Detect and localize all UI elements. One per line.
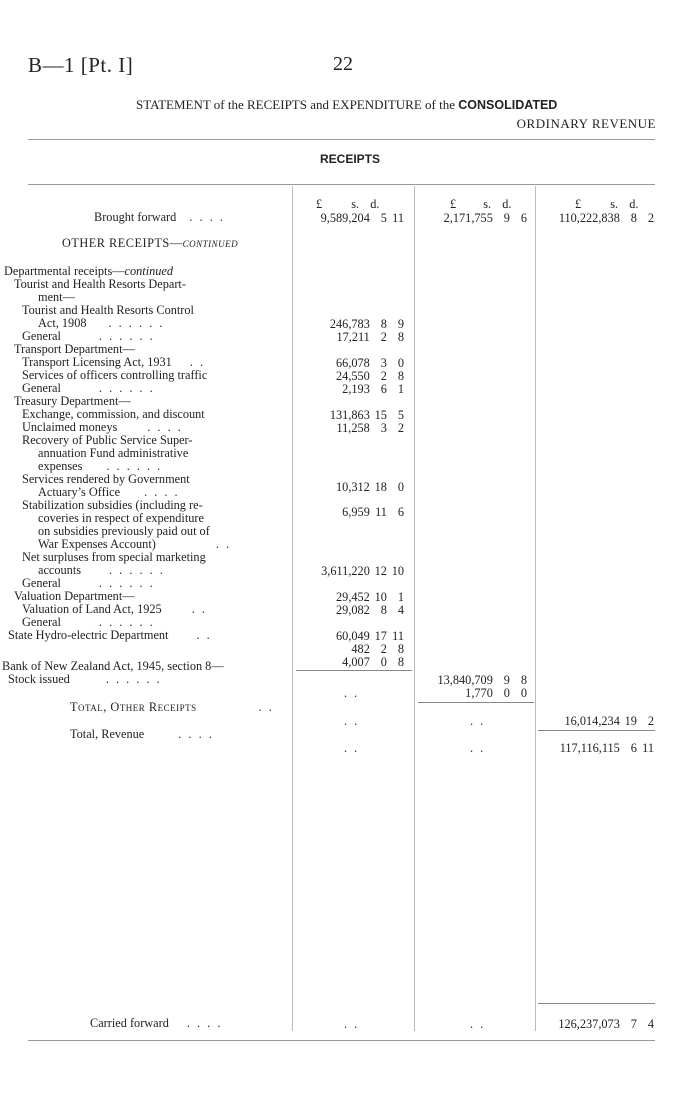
row-label-net-surpluses: Net surpluses from special marketing <box>22 550 206 564</box>
amount-col2: 2,171,755 9 6 <box>443 211 527 225</box>
row-label-hydro: State Hydro-electric Department . . <box>8 628 212 642</box>
row-label-stabilization: Stabilization subsidies (including re- <box>22 498 203 512</box>
row-label-departmental: Departmental receipts—continued <box>4 264 174 278</box>
row-label-stabilization-4: War Expenses Account) . . <box>38 537 232 551</box>
row-label-bank: Bank of New Zealand Act, 1945, section 8— <box>2 659 224 673</box>
row-label-unclaimed: Unclaimed moneys . . . . <box>22 420 183 434</box>
row-label-services-rendered: Services rendered by Government <box>22 472 190 486</box>
currency-header-col2 <box>450 197 511 212</box>
row-label-recovery: Recovery of Public Service Super- <box>22 433 193 447</box>
amount-col1: 17,211 2 8 <box>336 330 404 344</box>
amount-col1: 24,550 2 8 <box>336 369 404 383</box>
amount-col2: 13,840,709 9 8 <box>437 673 527 687</box>
pence-label: d. <box>502 197 512 211</box>
page-number: 22 <box>333 53 353 75</box>
top-rule <box>28 139 655 140</box>
amount-col1: 2,193 6 1 <box>342 382 404 396</box>
statement-title-bold: CONSOLIDATED <box>458 98 558 112</box>
empty-col1-dots: . . <box>344 1017 360 1031</box>
row-label-total-other: Total, Other Receipts . . <box>70 700 274 714</box>
row-label-general-4: General . . . . . . <box>22 615 155 629</box>
row-label-actuary: Actuary’s Office . . . . <box>38 485 180 499</box>
amount-col1: 3,611,220 12 10 <box>321 564 404 578</box>
pence-label: d. <box>370 197 380 211</box>
statement-title-text: STATEMENT of the RECEIPTS and EXPENDITURE of the <box>136 97 455 112</box>
amount-col3: 117,116,115 6 11 <box>559 741 654 755</box>
shillings-label: s. <box>610 197 619 211</box>
pounds-label: £ <box>575 197 582 211</box>
empty-col1-dots: . . <box>344 686 360 700</box>
amount-col1: 131,863 15 5 <box>329 408 404 422</box>
row-label-stabilization-3: on subsidies previously paid out of <box>38 524 210 538</box>
shillings-label: s. <box>483 197 492 211</box>
row-label-stabilization-2: coveries in respect of expenditure <box>38 511 204 525</box>
row-label-transport: Transport Department— <box>14 342 135 356</box>
amount-col1: 29,082 8 4 <box>336 603 404 617</box>
column-divider-2 <box>414 186 415 1031</box>
bottom-rule <box>28 1040 655 1041</box>
section-heading: RECEIPTS <box>319 152 380 166</box>
amount-col1: 10,312 18 0 <box>336 480 404 494</box>
row-label-treasury: Treasury Department— <box>14 394 131 408</box>
row-label-exchange: Exchange, commission, and discount <box>22 407 205 421</box>
empty-col2-dots: . . <box>470 1017 486 1031</box>
statement-title <box>136 97 557 113</box>
column-divider-3 <box>535 186 536 1031</box>
amount-col1: 246,783 8 9 <box>329 317 404 331</box>
statement-title-line2: ORDINARY REVENUE <box>516 116 656 131</box>
row-label-act-1908: Act, 1908 . . . . . . <box>38 316 165 330</box>
header-rule <box>28 184 655 185</box>
shillings-label: s. <box>351 197 360 211</box>
amount-col1: 9,589,204 5 11 <box>320 211 404 225</box>
amount-col1: 60,049 17 11 <box>336 629 404 643</box>
amount-col3: 126,237,073 7 4 <box>558 1017 654 1031</box>
row-label-stock: Stock issued . . . . . . <box>8 672 162 686</box>
amount-col2: 1,770 0 0 <box>465 686 527 700</box>
row-label-recovery-2: annuation Fund administrative <box>38 446 189 460</box>
currency-header-col3 <box>575 197 638 212</box>
document-reference: B—1 [Pt. I] <box>28 53 134 77</box>
row-label-recovery-3: expenses . . . . . . <box>38 459 163 473</box>
row-label-valuation-act: Valuation of Land Act, 1925 . . <box>22 602 207 616</box>
col3-total-rule <box>538 730 655 731</box>
amount-col1: 11,258 3 2 <box>336 421 404 435</box>
currency-header-col1 <box>316 197 379 212</box>
empty-col1-dots: . . <box>344 714 360 728</box>
row-label-tourist-2: ment— <box>38 290 75 304</box>
col3-carried-rule <box>538 1003 655 1004</box>
row-label-tourist-control: Tourist and Health Resorts Control <box>22 303 194 317</box>
row-label-valuation: Valuation Department— <box>14 589 135 603</box>
amount-col1: 66,078 3 0 <box>336 356 404 370</box>
row-label-total-revenue: Total, Revenue . . . . <box>70 727 214 741</box>
amount-col1: 4,007 0 8 <box>342 655 404 669</box>
empty-col1-dots: . . <box>344 741 360 755</box>
row-label-services-officers: Services of officers controlling traffic <box>22 368 208 382</box>
row-label-carried-forward: Carried forward . . . . <box>90 1016 223 1030</box>
amount-col3: 16,014,234 19 2 <box>564 714 654 728</box>
amount-col1: 482 2 8 <box>351 642 404 656</box>
col2-total-rule <box>418 702 534 703</box>
empty-col2-dots: . . <box>470 741 486 755</box>
amount-col1: 29,452 10 1 <box>336 590 404 604</box>
row-label-brought-forward: Brought forward . . . . <box>94 210 225 224</box>
row-label-tourist: Tourist and Health Resorts Depart- <box>14 277 186 291</box>
subtotal-rule <box>296 670 412 671</box>
empty-col2-dots: . . <box>470 714 486 728</box>
row-label-general-3: General . . . . . . <box>22 576 155 590</box>
pence-label: d. <box>629 197 639 211</box>
row-label-net-surpluses-2: accounts . . . . . . <box>38 563 165 577</box>
pounds-label: £ <box>450 197 457 211</box>
row-label-general-2: General . . . . . . <box>22 381 155 395</box>
column-divider-1 <box>292 186 293 1031</box>
row-label-other-receipts: OTHER RECEIPTS—continued <box>62 236 239 250</box>
row-label-general-1: General . . . . . . <box>22 329 155 343</box>
pounds-label: £ <box>316 197 323 211</box>
row-label-transport-licensing: Transport Licensing Act, 1931 . . <box>22 355 206 369</box>
amount-col1: 6,959 11 6 <box>342 505 404 519</box>
amount-col3: 110,222,838 8 2 <box>558 211 654 225</box>
